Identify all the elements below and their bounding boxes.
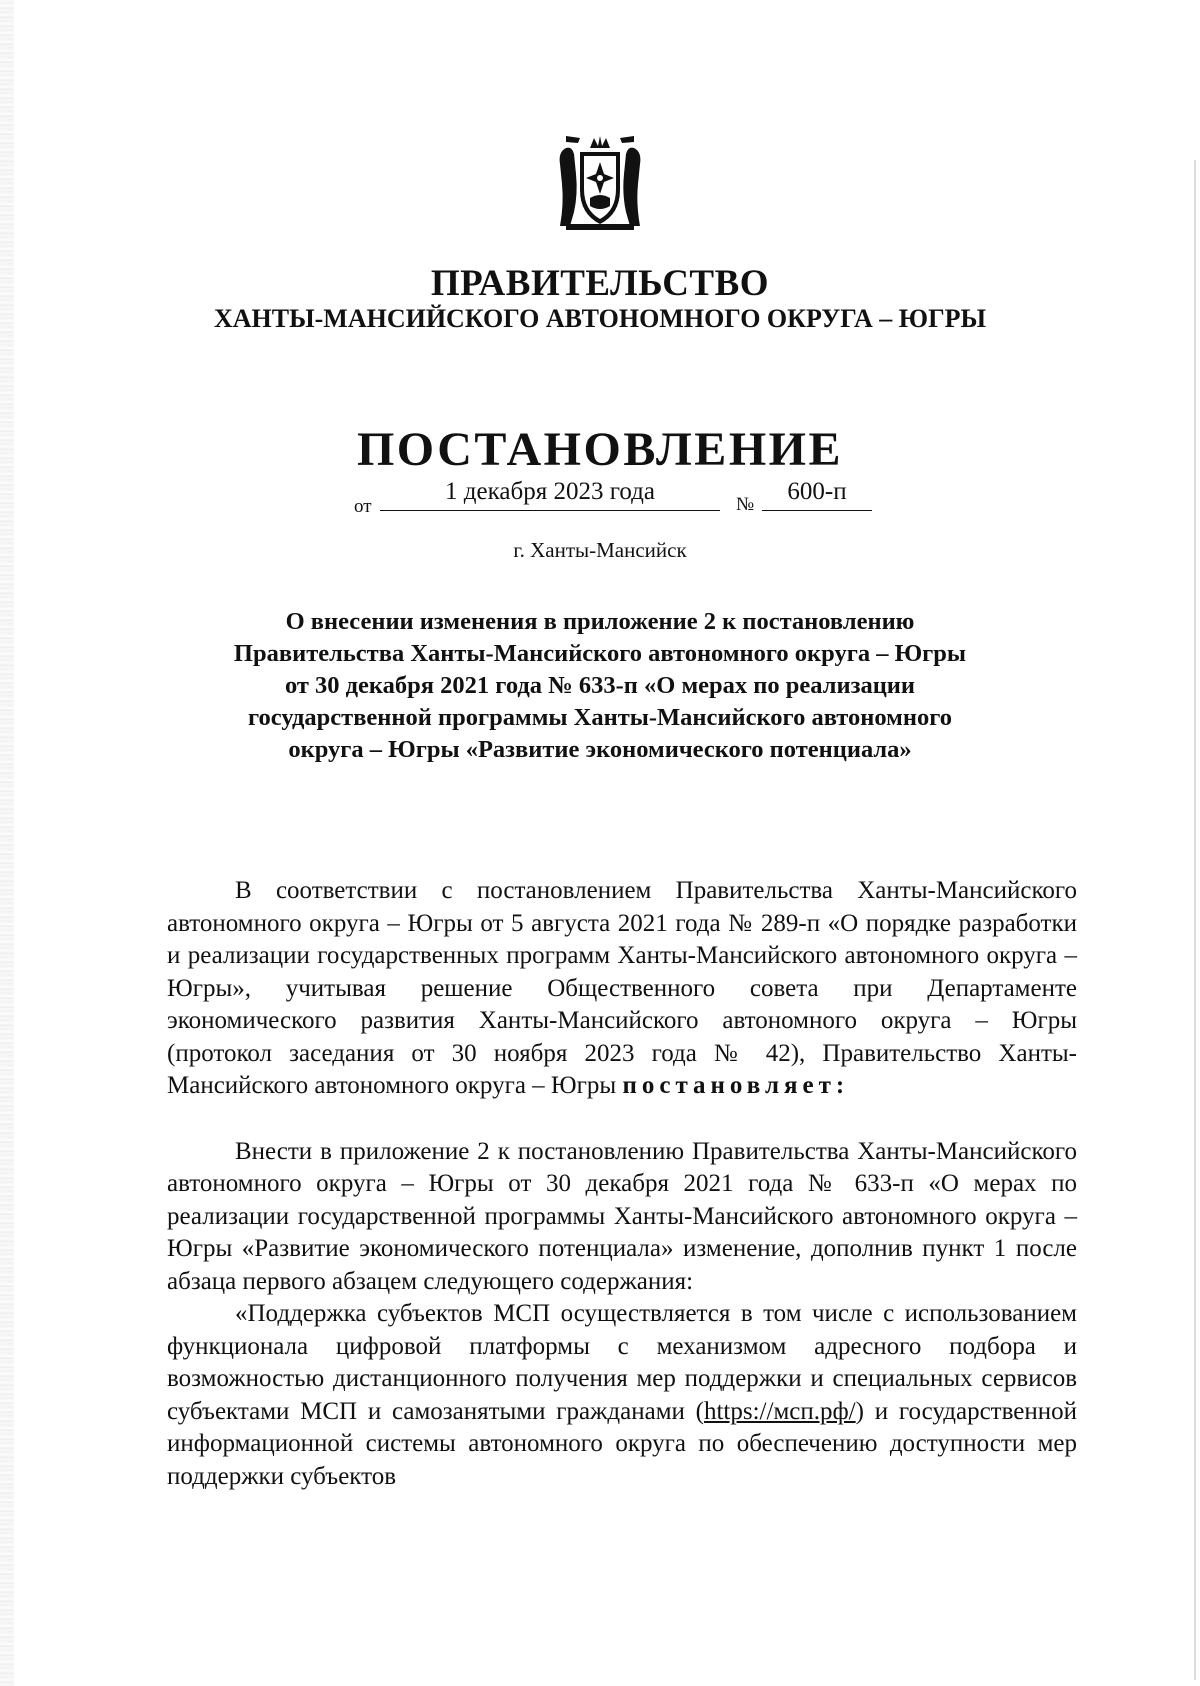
inserted-paragraph: [167, 1298, 1077, 1493]
scan-edge-right: [1194, 160, 1196, 1680]
document-subject: [150, 606, 1050, 766]
subject-line: от 30 декабря 2021 года № 633-п «О мерах по реализации: [284, 672, 916, 699]
amendment-paragraph: Внести в приложение 2 к постановлению Правительства Ханты-Мансийского автономного округа – Югры от 30 декабря 2021 года № 633-п «О мерах по реализации государственной программы Ханты-Мансийского автономного округа – Югры «Развитие экономического потенциала» изменение, дополнив пункт 1 после абзаца первого абзацем следующего содержания:: [167, 1137, 1077, 1295]
subject-line: округа – Югры «Развитие экономического потенциала»: [288, 736, 912, 763]
paragraph-gap: [167, 1103, 1077, 1136]
coat-of-arms-emblem: [556, 134, 644, 234]
date-prefix: от: [354, 496, 372, 517]
city: г. Ханты-Мансийск: [513, 538, 687, 562]
inserted-text-end: ) и государственной информационной системы автономного округа по обеспечению доступности мер поддержки субъектов: [167, 1397, 1078, 1490]
scan-edge-left: [0, 0, 14, 1686]
date-number-row: [0, 474, 1200, 524]
document-type: ПОСТАНОВЛЕНИЕ: [356, 423, 844, 476]
preamble-text: В соответствии с постановлением Правительства Ханты-Мансийского автономного округа – Югры от 5 августа 2021 года № 289-п «О порядке разработки и реализации государственных программ Ханты-Мансийского автономного округа – Югры», учитывая решение Общественного совета при Департаменте экономического развития Ханты-Мансийского автономного округа – Югры (протокол заседания от 30 ноября 2023 года № 42), Правительство Ханты-Мансийского автономного округа – Югры: [167, 877, 1077, 1099]
msp-link[interactable]: https://мсп.рф/: [703, 1397, 856, 1425]
subject-line: Правительства Ханты-Мансийского автономного округа – Югры: [233, 640, 967, 667]
government-subtitle: ХАНТЫ-МАНСИЙСКОГО АВТОНОМНОГО ОКРУГА – ЮГРЫ: [213, 304, 987, 333]
number-label: №: [736, 494, 755, 515]
document-number: 600-п: [762, 474, 872, 511]
subject-line: О внесении изменения в приложение 2 к постановлению: [285, 608, 915, 635]
preamble-paragraph: [167, 875, 1077, 1103]
resolves-word: постановляет:: [622, 1072, 850, 1099]
document-body: [167, 875, 1077, 1493]
document-date: 1 декабря 2023 года: [380, 474, 720, 511]
subject-line: государственной программы Ханты-Мансийского автономного: [248, 704, 952, 731]
government-title: ПРАВИТЕЛЬСТВО: [430, 263, 770, 304]
inserted-text-start: «Поддержка субъектов МСП осуществляется в том числе с использованием функционала цифровой платформы с механизмом адресного подбора и возможностью дистанционного получения мер поддержки и специальных сервисов субъектами МСП и самозанятыми гражданами (: [167, 1300, 1077, 1425]
